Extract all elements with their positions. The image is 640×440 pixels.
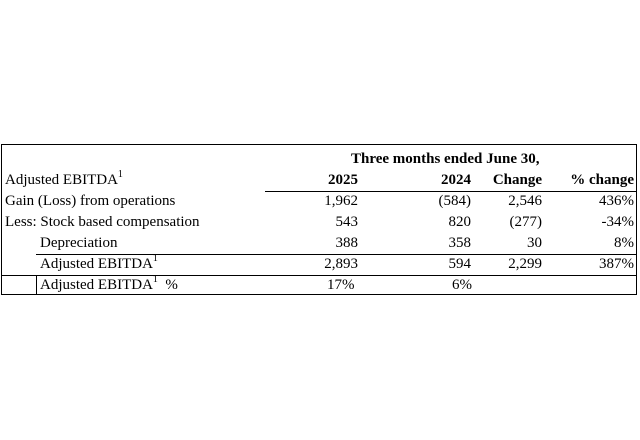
value-change: 2,546 [508, 193, 542, 209]
table-row [2, 233, 636, 254]
table-row [2, 191, 636, 212]
subtotal-rule [36, 254, 636, 255]
value-change: 30 [527, 235, 542, 251]
value-2024: (584) [438, 193, 471, 209]
value-2024: 820 [448, 214, 471, 230]
table-row [2, 254, 636, 275]
label-divider [36, 275, 37, 294]
value-2024: 594 [448, 256, 471, 272]
total-rule [2, 275, 636, 276]
value-change: 2,299 [508, 256, 542, 272]
value-2025: 543 [335, 214, 358, 230]
value-pct-change: 436% [599, 193, 634, 209]
col-header-pct-change: % change [570, 172, 634, 188]
col-header-change: Change [492, 172, 542, 188]
table-title: Adjusted EBITDA$^1$ [5, 169, 123, 188]
table-row [2, 275, 636, 296]
col-header-2025: 2025 [328, 172, 358, 188]
value-pct-change: -34% [601, 214, 634, 230]
value-2024: 358 [448, 235, 471, 251]
value-2025: 1,962 [324, 193, 358, 209]
value-2024: 6% [452, 277, 472, 293]
row-label: Adjusted EBITDA$^1$ % [40, 274, 178, 293]
period-header: Three months ended June 30, [351, 151, 540, 167]
value-2025: 388 [335, 235, 358, 251]
row-label: Less: Stock based compensation [5, 214, 200, 230]
header-underline [265, 191, 636, 192]
row-label: Gain (Loss) from operations [5, 193, 176, 209]
row-label: Depreciation [40, 235, 118, 251]
column-header-row [2, 170, 636, 191]
table-row [2, 212, 636, 233]
period-header-row [2, 149, 636, 170]
value-2025: 2,893 [324, 256, 358, 272]
row-label: Adjusted EBITDA$^1$ [40, 253, 158, 272]
ebitda-table [1, 144, 637, 295]
value-change: (277) [509, 214, 542, 230]
value-pct-change: 8% [614, 235, 634, 251]
value-pct-change: 387% [599, 256, 634, 272]
value-2025: 17% [327, 277, 355, 293]
col-header-2024: 2024 [441, 172, 471, 188]
